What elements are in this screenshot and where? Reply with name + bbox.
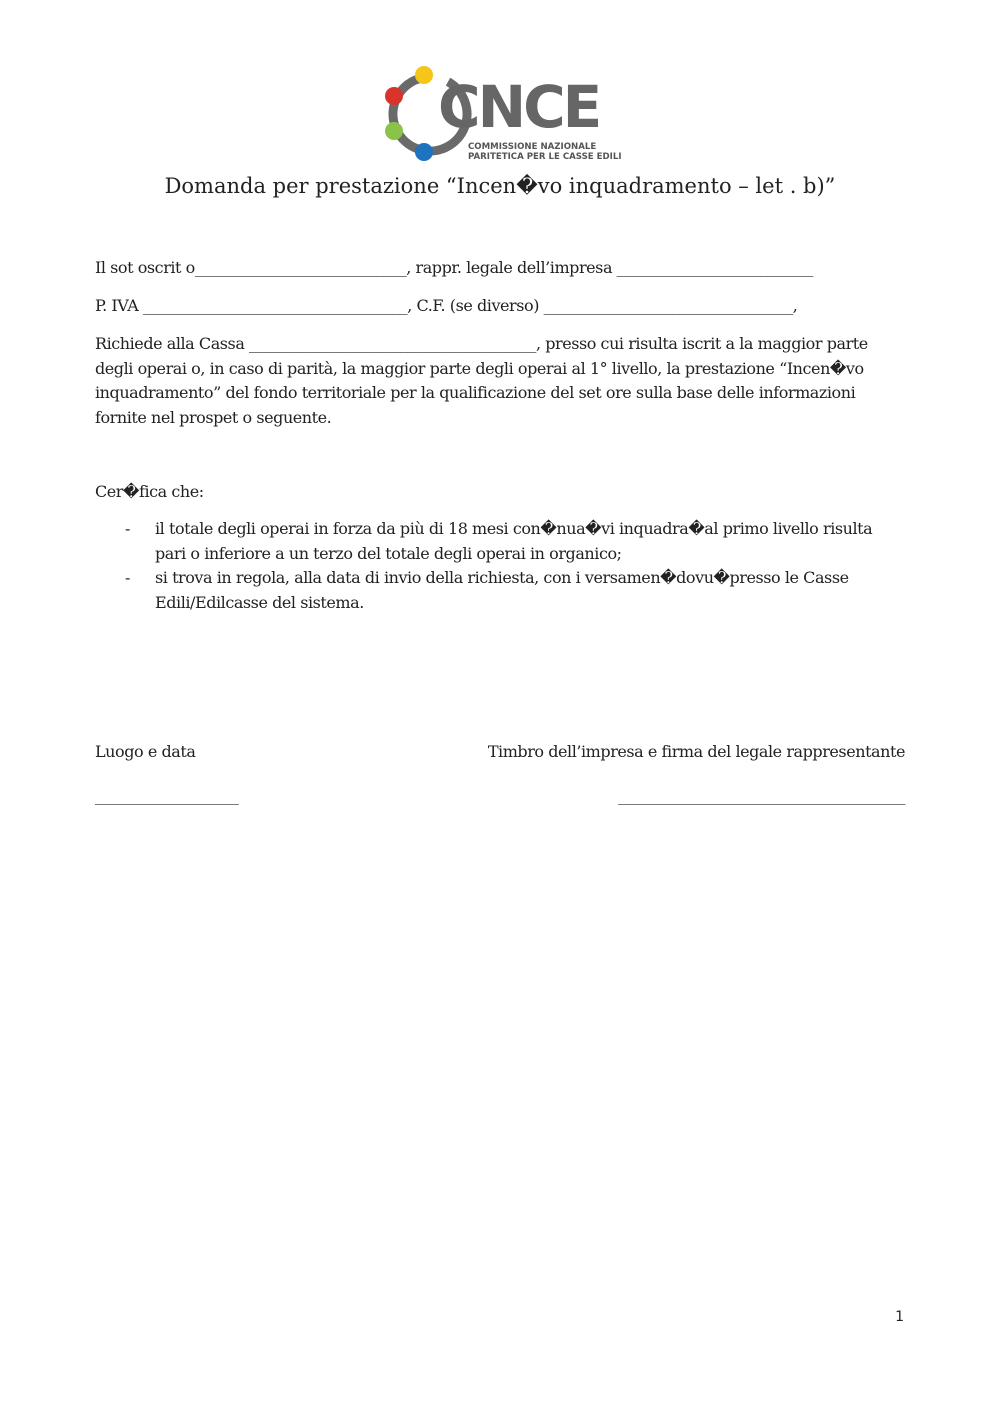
list-item-text: si trova in regola, alla data di invio della richiesta, con i versamen�dovu�presso le Casse Edili/Edilcasse del sistema. — [155, 568, 849, 612]
undersigned-line: Il sot oscrit o____________________________, rappr. legale dell’impresa __________________________ — [95, 258, 813, 277]
place-date-line: ___________________ — [95, 786, 239, 805]
certifies-label: Cer�fica che: — [95, 482, 204, 501]
logo-wordmark: CNCE — [438, 73, 600, 141]
certification-list — [95, 517, 905, 615]
place-date-label: Luogo e data — [95, 742, 196, 761]
logo-subtitle-line2: PARITETICA PER LE CASSE EDILI — [468, 152, 622, 162]
request-paragraph: Richiede alla Cassa ______________________________________, presso cui risulta iscrit a la maggior parte degli operai o, in caso di parità, la maggior parte degli operai al 1° livello, la prestazione “Incen�vo inquadramento” del fondo territoriale per la qualificazione del set ore sulla base delle informazioni fornite nel prospet o seguente. — [95, 334, 868, 427]
list-item-text: il totale degli operai in forza da più di 18 mesi con�nua�vi inquadra�al primo livello risulta pari o inferiore a un terzo del totale degli operai in organico; — [155, 519, 873, 563]
page-number: 1 — [895, 1309, 904, 1325]
cnce-logo — [380, 64, 622, 164]
list-item — [95, 566, 905, 615]
list-bullet: - — [125, 568, 130, 587]
list-item — [95, 517, 905, 566]
list-bullet: - — [125, 519, 130, 538]
signature-line: ______________________________________ — [618, 786, 905, 805]
document-title: Domanda per prestazione “Incen�vo inquadramento – let . b)” — [164, 174, 836, 198]
logo-subtitle-line1: COMMISSIONE NAZIONALE — [468, 142, 597, 152]
vat-fiscal-code-line: P. IVA ___________________________________, C.F. (se diverso) _________________________________, — [95, 296, 798, 315]
stamp-signature-label: Timbro dell’impresa e firma del legale rappresentante — [487, 742, 905, 761]
logo-subtitle — [468, 142, 622, 162]
